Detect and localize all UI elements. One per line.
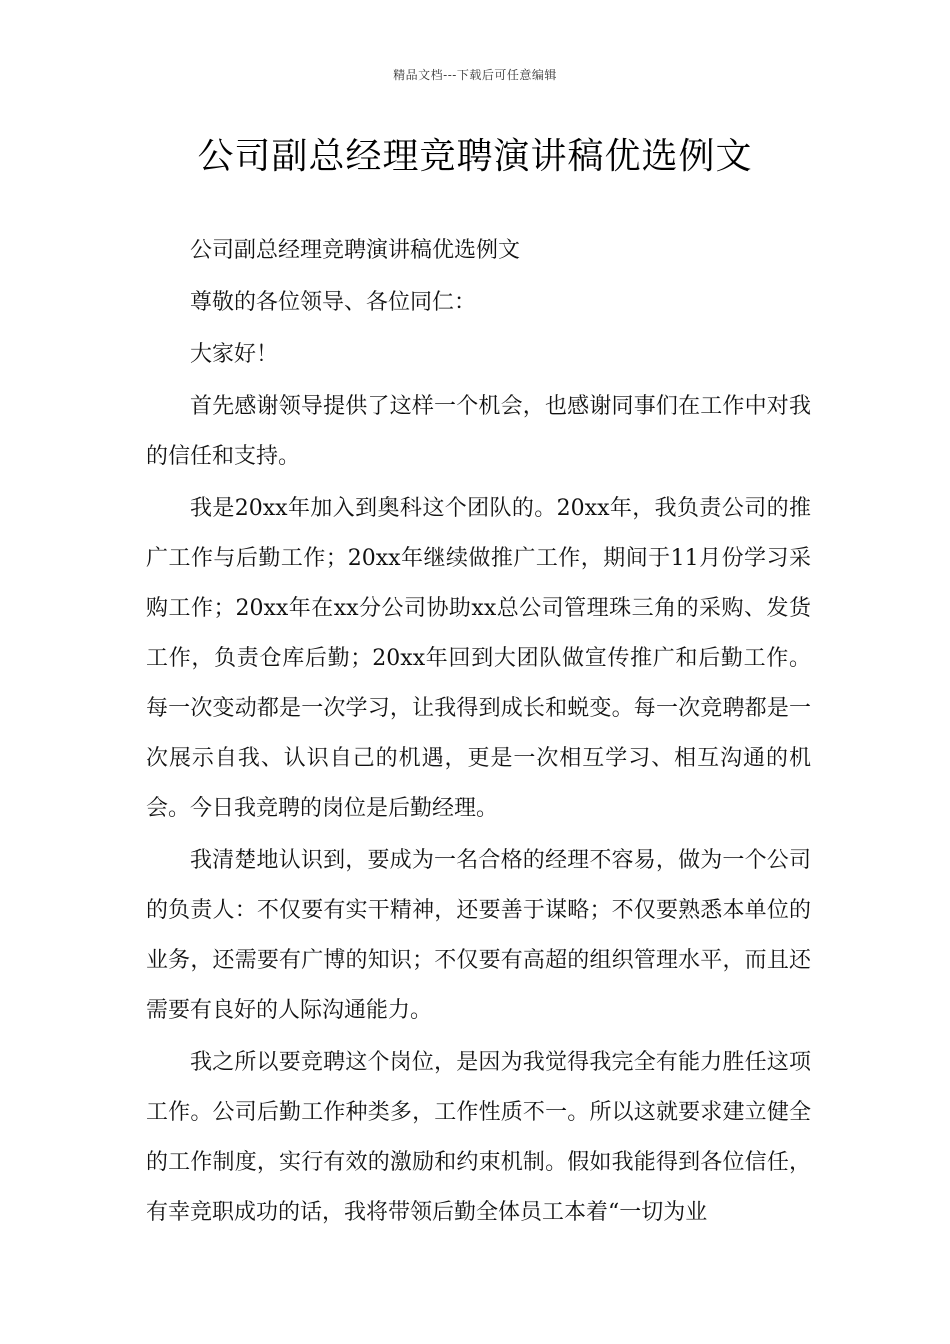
- document-body: [146, 226, 811, 1240]
- document-title: 公司副总经理竞聘演讲稿优选例文: [197, 136, 753, 177]
- paragraph-motivation: 我之所以要竞聘这个岗位，是因为我觉得我完全有能力胜任这项工作。公司后勤工作种类多，工作性质不一。所以这就要求建立健全的工作制度，实行有效的激励和约束机制。假如我能得到各位信任，有幸竞职成功的话，我将带领后勤全体员工本着“一切为业: [146, 1050, 811, 1225]
- paragraph-subtitle: 公司副总经理竞聘演讲稿优选例文: [190, 238, 521, 263]
- paragraph-requirements: 我清楚地认识到，要成为一名合格的经理不容易，做为一个公司的负责人：不仅要有实干精神，还要善于谋略；不仅要熟悉本单位的业务，还需要有广博的知识；不仅要有高超的组织管理水平，而且还需要有良好的人际沟通能力。: [146, 848, 811, 1023]
- paragraph-experience: 我是20xx年加入到奥科这个团队的。20xx年，我负责公司的推广工作与后勤工作；20xx年继续做推广工作，期间于11月份学习采购工作；20xx年在xx分公司协助xx总公司管理珠三角的采购、发货工作，负责仓库后勤；20xx年回到大团队做宣传推广和后勤工作。每一次变动都是一次学习，让我得到成长和蜕变。每一次竞聘都是一次展示自我、认识自己的机遇，更是一次相互学习、相互沟通的机会。今日我竞聘的岗位是后勤经理。: [146, 496, 811, 821]
- header-note: 精品文档---下载后可任意编辑: [393, 68, 557, 82]
- paragraph-greeting: 大家好！: [190, 342, 279, 367]
- paragraph-salutation: 尊敬的各位领导、各位同仁：: [190, 290, 477, 315]
- paragraph-thanks: 首先感谢领导提供了这样一个机会，也感谢同事们在工作中对我的信任和支持。: [146, 394, 811, 469]
